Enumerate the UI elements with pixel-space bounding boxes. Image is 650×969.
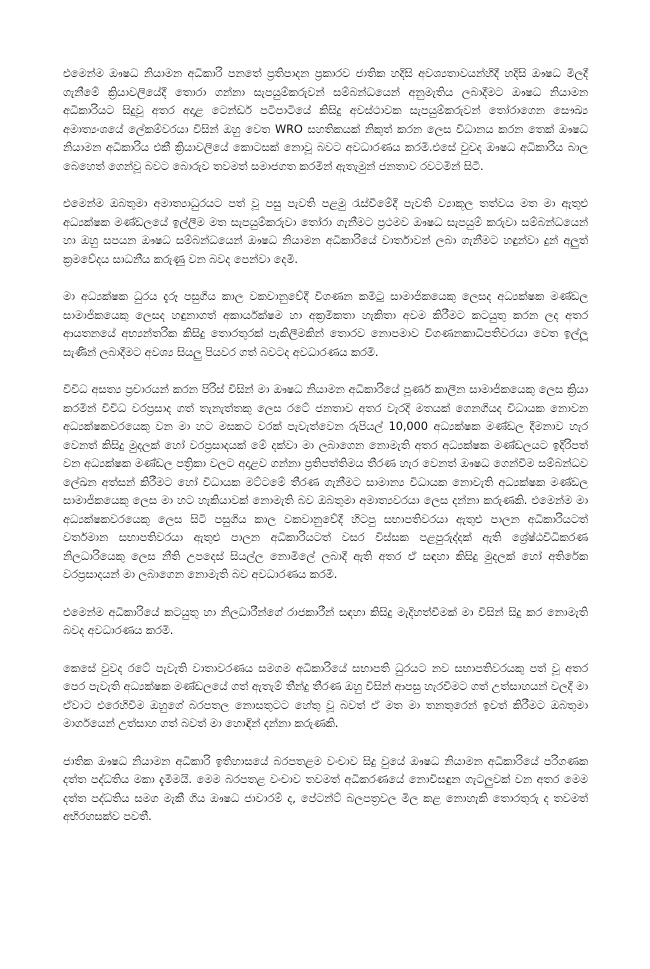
- paragraph-3: මා අධ්‍යක්ෂක ධුරය දැරූ පසුගිය කාල වකවානුවේදී විගණන කමිටු සාමාජිකයෙකු ලෙසද අධ්‍යක්ෂක මණ්ඩල සාමාජිකයෙකු ලෙසද හඳුනාගත් අකාර්යක්ෂම හා අක්‍රමිකතා හැකිතා අවම කිරීමට කටයුතු කරන ලද අතර ආයතනයේ අභ්‍යන්තරික කිසිදු තොරතුරක් පැකිලීමකින් තොරව නොපමාව විගණනකාධිපතිවරයා වෙත ඉල්ලූ සැණින් ලබාදීමට අවශ්‍ය සියලු පියවර ගත් බවටද අවධාරණය කරමි.: [63, 289, 588, 359]
- paragraph-1: එමෙන්ම ඖෂධ නියාමන අධිකාරි පනතේ ප්‍රතිපාදන ප්‍රකාරව ජාතික හදිසි අවශ්‍යතාවයන්හිදී හදිසි ඖෂධ මිලදී ගැනීමේ ක්‍රියාවලියේදී තොරා ගන්නා සැපයුම්කරුවන් සම්බන්ධයෙන් අනුමැතිය ලබාදීමට ඖෂධ නියාමන අධිකාරියට සිදුවූ අතර අදාළ ටෙන්ඩර් පටිපාටියේ කිසිදු අවස්ථාවක සැපයුම්කරුවන් තෝරාගෙන සෞඛ්‍ය අමාත්‍යංශයේ ලේකම්වරයා විසින් ඔහු වෙත WRO සහතිකයක් නිකුත් කරන ලෙස විධානය කරන තෙක් ඖෂධ නියාමන අධිකාරිය එකී ක්‍රියාවලියේ කොටසක් නොවූ බවට අවධාරණය කරමි.එසේ වුවද ඖෂධ අධිකාරිය බාල බෙහෙත් ගෙන්වූ බවට බොරුව තවමත් සමාජගත කරමින් ඇතැමුන් ජනතාව රවටමින් සිටී.: [63, 66, 588, 173]
- paragraph-2: එමෙන්ම ඔබතුමා අමාත්‍යාධුරයට පත් වූ පසු පැවති පළමු රැස්වීමේදී පැවති ව්‍යාකූල තත්වය මත මා ඇතුළු අධ්‍යක්ෂක මණ්ඩලයේ ඉල්ලීම මත සැපයුම්කරුවා තෝරා ගැනීමට ප්‍රථමව ඖෂධ සැපයුම් කරුවා සම්බන්ධයෙන් හා ඔහු සපයන ඖෂධ සම්බන්ධයෙන් ඖෂධ නියාමන අධිකාරියේ වාර්තාවන් ලබා ගැනීමට හඳුන්වා දුන් අලුත් ක්‍රමවේදය සාධනීය කරුණු වන බවද පෙන්වා දෙමි.: [63, 196, 588, 266]
- paragraph-4: විවිධ අසත්‍ය ප්‍රචාරයන් කරන පිරිස් විසින් මා ඖෂධ නියාමන අධිකාරියේ පූර්ණ කාලීන සාමාජිකයෙකු ලෙස ක්‍රියා කරමින් විවිධ වරප්‍රසාද ගත් තැනැත්තකු ලෙස රටේ ජනතාව අතර වැරදි මතයක් ගෙනගියද විධායක නොවන අධ්‍යක්ෂකවරයෙකු වන මා හට මසකට වරක් පැවැත්වෙන රුපියල් 10,000 අධ්‍යක්ෂක මණ්ඩල දීමනාව හැර වෙනත් කිසිදු මුදලක් හෝ වරප්‍රසාදයක් මේ දක්වා මා ලබාගෙන නොමැති අතර අධ්‍යක්ෂක මණ්ඩලයට ඉදිරිපත් වන අධ්‍යක්ෂක මණ්ඩල පත්‍රිකා වලට අදාළව ගන්නා ප්‍රතිපත්තිමය තීරණ හැර වෙනත් ඖෂධ ගෙන්වීම සම්බන්ධව ලේඛන අත්සන් කිරීමට හෝ විධායක මට්ටමේ තීරණ ගැනීමට සාමාන්‍ය විධායක නොවැති අධ්‍යක්ෂක මණ්ඩල සාමාජිකයෙකු ලෙස මා හට හැකියාවක් නොමැති බව ඔබතුමා අමාත්‍යවරයා ලෙස දන්නා කරුණකි. එමෙන්ම මා අධ්‍යක්ෂකවරයෙකු ලෙස සිටි පසුගිය කාල වකවානුවේදී හිටපු සභාපතිවරයා ඇතුළු පාලන අධිකාරියටත් වර්තමාන සභාපතිවරයා ඇතුළු පාලන අධිකාරියටත් වසර විස්සක පළපුරුද්දක් ඇති ශ්‍රේෂ්ඨවිධිකරණ නිලධාරියෙකු ලෙස නීති උපදෙස් සියල්ල නොමිලේ ලබාදී ඇති අතර ඒ සඳහා කිසිදු මුදලක් හෝ අතිරේක වරප්‍රසාදයන් මා ලබාගෙන නොමැති බව අවධාරණය කරමි.: [63, 382, 588, 581]
- paragraph-7: ජාතික ඖෂධ නියාමන අධිකාරි ඉතිහාසයේ බරපතළම වංචාව සිදු වුයේ ඖෂධ නියාමන අධිකාරියේ පරිගණක දත්ත පද්ධතිය මකා දැමීමයි. මෙම බරපතළ වංචාව තවමත් අධිකරණයේ නොවිසඳුන ගැටලුවක් වන අතර මෙම දත්ත පද්ධතිය සමග මැකී ගිය ඖෂධ ජාවාරම් ද, පේටන්ට් බලපත්‍රවල මිල කළ නොහැකි තොරතුරු ද තවමත් අභිරහසක්ව පවතී.: [63, 753, 588, 823]
- paragraph-6: කෙසේ වුවද රටේ පැවැති වාතාවරණය සමගම අධිකාරියේ සභාපති ධුරයට නව සභාපතිවරයකු පත් වූ අතර පෙර පැවැති අධ්‍යක්ෂක මණ්ඩලයේ ගත් ඇතැම් තීන්දු තීරණ ඔහු විසින් ආපසු හැරවීමට ගත් උත්සාහයන් වලදී මා ඒවාට එරෙහිවීම ඔහුගේ බරපතල නොසතුටට හේතු වූ බවත් ඒ මත මා තනතුරෙන් ඉවත් කිරීමට ඔබතුමා මාර්ගයෙන් උත්සාහ ගත් බවත් මා හොඳින් දන්නා කරුණකි.: [63, 660, 588, 730]
- paragraph-5: එමෙන්ම අධිකාරියේ කටයුතු හා නිලධාරීන්ගේ රාජකාරීන් සඳහා කිසිදු මැදිහත්වීමක් මා විසින් සිදු කර නොමැති බවද අවධාරණය කරමි.: [63, 604, 588, 637]
